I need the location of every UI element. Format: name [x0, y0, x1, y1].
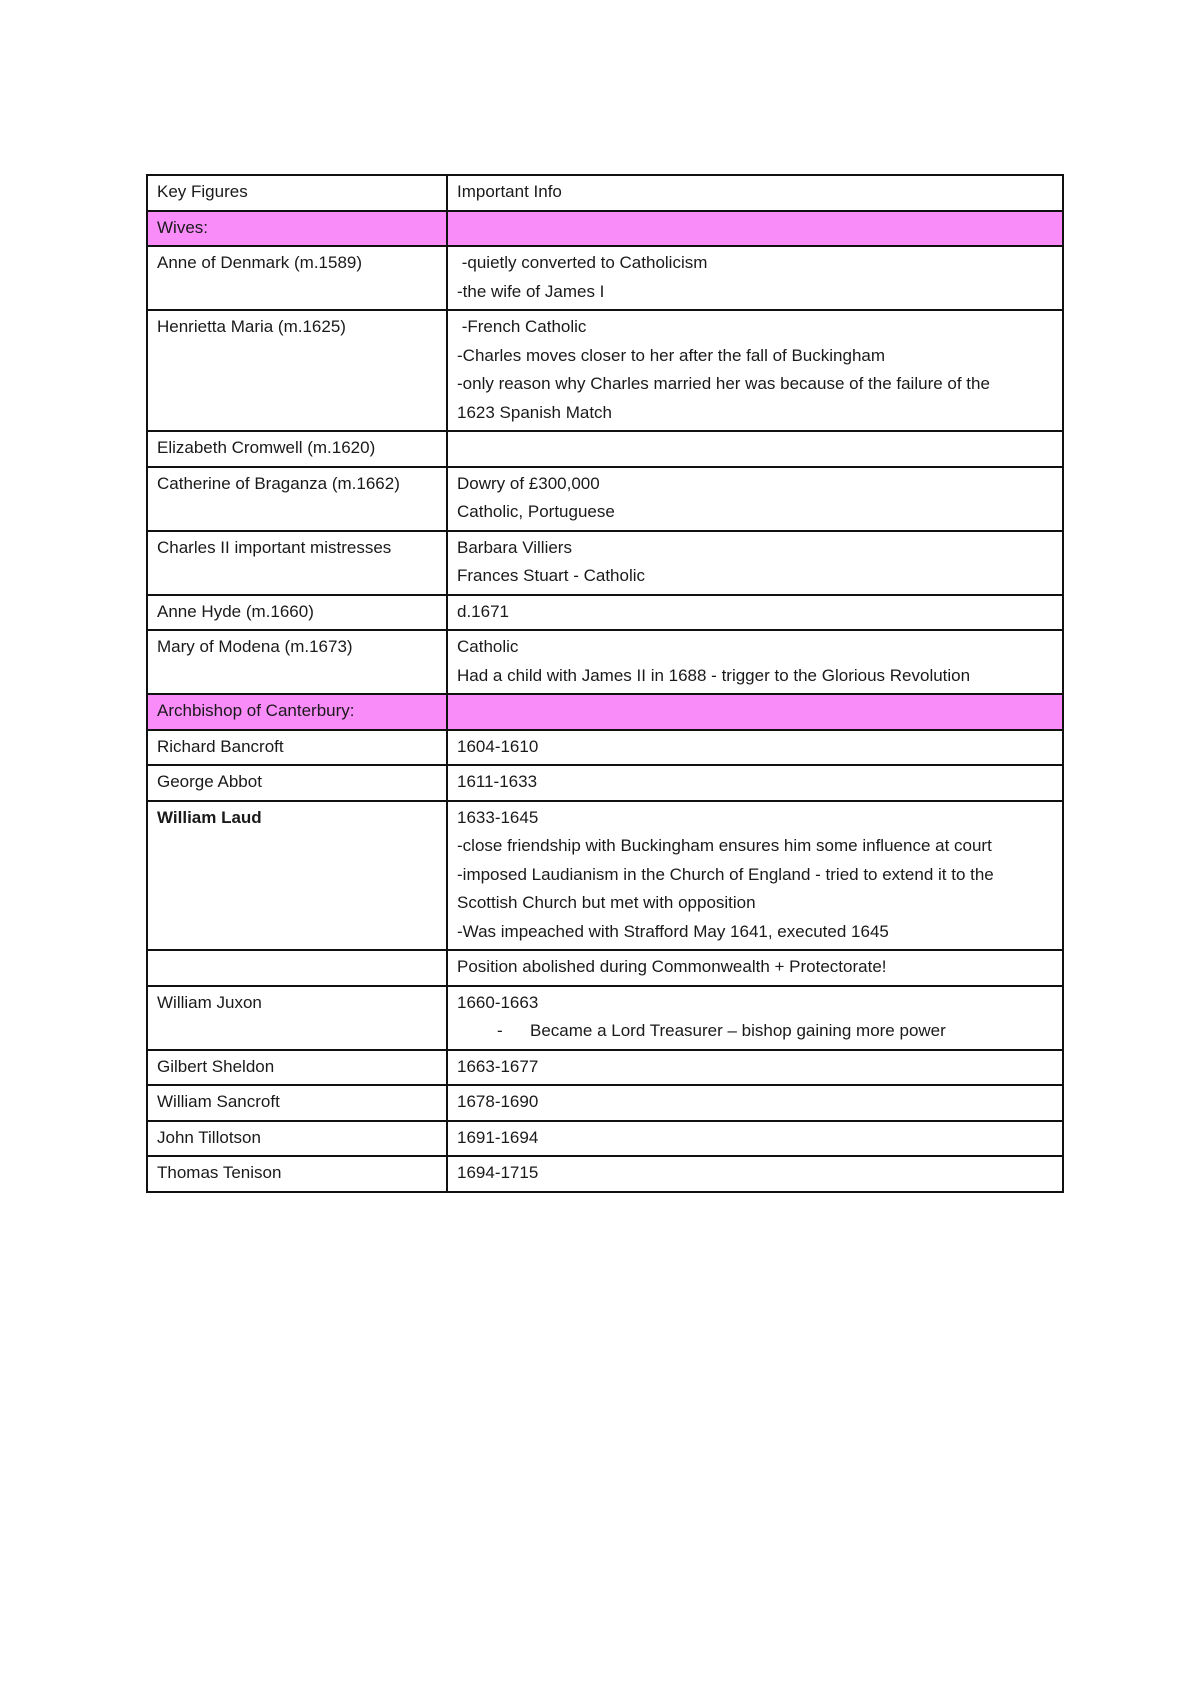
table-row — [147, 1050, 1063, 1086]
info-line: 1611-1633 — [457, 772, 538, 791]
info-line: Position abolished during Commonwealth + Protectorate! — [457, 957, 887, 976]
info-line: Barbara Villiers — [457, 537, 572, 557]
info-line: -Was impeached with Strafford May 1641, executed 1645 — [457, 921, 889, 941]
figure-cell: Anne Hyde (m.1660) — [147, 595, 447, 631]
info-cell — [447, 1156, 1063, 1192]
figure-cell: Catherine of Braganza (m.1662) — [147, 467, 447, 531]
info-cell — [447, 246, 1063, 310]
figure-cell: Charles II important mistresses — [147, 531, 447, 595]
figure-cell: Mary of Modena (m.1673) — [147, 630, 447, 694]
table-row — [147, 595, 1063, 631]
section-title: Wives: — [147, 211, 447, 247]
bullet-line — [457, 1017, 1053, 1046]
section-empty-cell — [447, 211, 1063, 247]
table-row — [147, 1085, 1063, 1121]
figure-cell-bold: William Laud — [147, 801, 447, 951]
info-line: -imposed Laudianism in the Church of England - tried to extend it to the — [457, 864, 994, 884]
info-line: -Charles moves closer to her after the fall of Buckingham — [457, 345, 886, 365]
info-cell — [447, 1085, 1063, 1121]
info-line: -close friendship with Buckingham ensures him some influence at court — [457, 836, 992, 855]
info-cell — [447, 467, 1063, 531]
info-line: -the wife of James I — [457, 281, 605, 301]
info-line: d.1671 — [457, 601, 509, 621]
info-cell — [447, 630, 1063, 694]
figure-cell: Elizabeth Cromwell (m.1620) — [147, 431, 447, 467]
info-line: Had a child with James II in 1688 - trigger to the Glorious Revolution — [457, 665, 971, 685]
info-cell — [447, 431, 1063, 467]
info-cell — [447, 765, 1063, 801]
table-row — [147, 801, 1063, 951]
table-row — [147, 986, 1063, 1050]
info-line: Catholic — [457, 637, 519, 656]
info-line: 1623 Spanish Match — [457, 402, 612, 422]
bullet-text: Became a Lord Treasurer – bishop gaining more power — [530, 1021, 946, 1040]
info-cell — [447, 310, 1063, 431]
info-line: 1633-1645 — [457, 807, 539, 827]
table-row — [147, 630, 1063, 694]
info-cell — [447, 730, 1063, 766]
table-row — [147, 431, 1063, 467]
info-line: 1604-1610 — [457, 736, 539, 756]
info-line: Dowry of £300,000 — [457, 473, 600, 493]
info-cell — [447, 950, 1063, 986]
info-line: -quietly converted to Catholicism — [457, 253, 708, 272]
figure-cell: William Juxon — [147, 986, 447, 1050]
info-line: 1694-1715 — [457, 1163, 539, 1182]
dash-bullet-icon: - — [497, 1021, 503, 1040]
figure-cell — [147, 950, 447, 986]
info-line: -French Catholic — [457, 317, 587, 336]
info-cell — [447, 801, 1063, 951]
info-cell — [447, 1121, 1063, 1157]
table-row — [147, 765, 1063, 801]
figure-cell: Anne of Denmark (m.1589) — [147, 246, 447, 310]
key-figures-table — [146, 174, 1064, 1193]
info-cell — [447, 1050, 1063, 1086]
table-row — [147, 310, 1063, 431]
table-row — [147, 531, 1063, 595]
section-title: Archbishop of Canterbury: — [147, 694, 447, 730]
section-empty-cell — [447, 694, 1063, 730]
info-line: Frances Stuart - Catholic — [457, 566, 646, 585]
section-row-archbishops — [147, 694, 1063, 730]
info-line: 1678-1690 — [457, 1092, 539, 1111]
figure-cell: Richard Bancroft — [147, 730, 447, 766]
info-line: Scottish Church but met with opposition — [457, 893, 756, 912]
table-row — [147, 246, 1063, 310]
figure-cell: John Tillotson — [147, 1121, 447, 1157]
info-line: 1691-1694 — [457, 1127, 539, 1147]
figure-cell: Thomas Tenison — [147, 1156, 447, 1192]
info-line: 1663-1677 — [457, 1056, 539, 1076]
table-header-row — [147, 175, 1063, 211]
table-row — [147, 730, 1063, 766]
header-important-info: Important Info — [447, 175, 1063, 211]
table-row — [147, 467, 1063, 531]
figure-cell: Gilbert Sheldon — [147, 1050, 447, 1086]
info-line: -only reason why Charles married her was because of the failure of the — [457, 374, 990, 393]
info-line: Catholic, Portuguese — [457, 502, 615, 521]
info-cell — [447, 531, 1063, 595]
info-cell — [447, 986, 1063, 1050]
info-cell — [447, 595, 1063, 631]
table-body — [147, 175, 1063, 1192]
table-row — [147, 950, 1063, 986]
section-row-wives — [147, 211, 1063, 247]
info-line: 1660-1663 — [457, 992, 539, 1012]
table-row — [147, 1156, 1063, 1192]
figure-cell: William Sancroft — [147, 1085, 447, 1121]
figure-cell: Henrietta Maria (m.1625) — [147, 310, 447, 431]
table-row — [147, 1121, 1063, 1157]
figure-cell: George Abbot — [147, 765, 447, 801]
header-key-figures: Key Figures — [147, 175, 447, 211]
